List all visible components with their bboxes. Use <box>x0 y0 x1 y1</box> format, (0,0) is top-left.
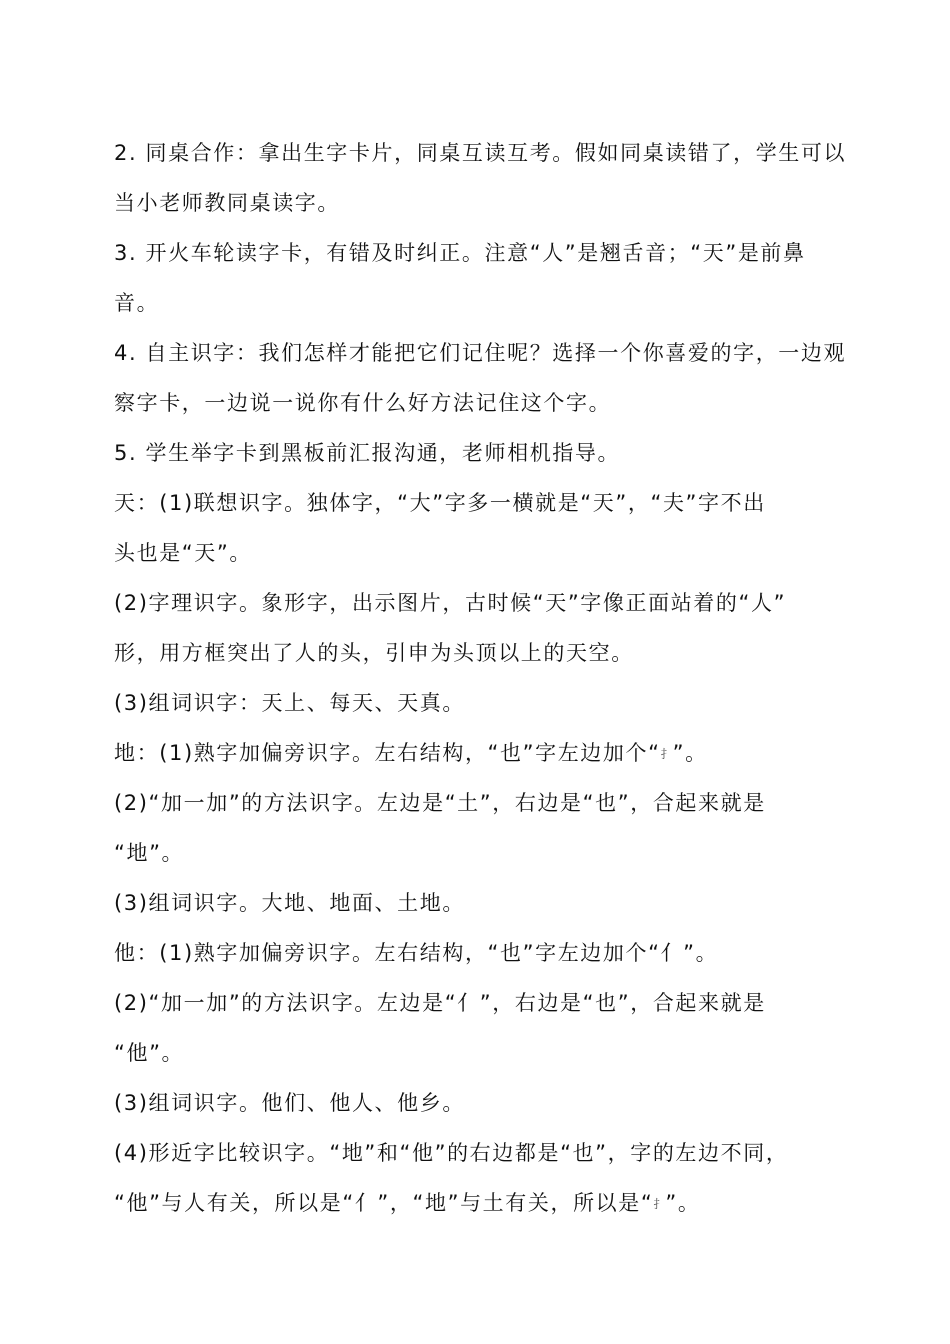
text-line: 2. 同桌合作：拿出生字卡片，同桌互读互考。假如同桌读错了，学生可以 <box>114 141 847 165</box>
text-line: (2)“加一加”的方法识字。左边是“亻”，右边是“也”，合起来就是 <box>114 991 766 1015</box>
document-body <box>114 128 847 1228</box>
text-line: 他：(1)熟字加偏旁识字。左右结构，“也”字左边加个“亻”。 <box>114 941 719 965</box>
text-segment: 地：(1)熟字加偏旁识字。左右结构，“也”字左边加个“ <box>114 741 661 765</box>
text-line: (2)字理识字。象形字，出示图片，古时候“天”字像正面站着的“人” <box>114 591 787 615</box>
text-line: “他”。 <box>114 1041 185 1065</box>
text-line: 音。 <box>114 291 160 315</box>
text-line: 天：(1)联想识字。独体字，“大”字多一横就是“天”，“夫”字不出 <box>114 491 766 515</box>
text-line: 察字卡，一边说一说你有什么好方法记住这个字。 <box>114 391 612 415</box>
text-line: 当小老师教同桌读字。 <box>114 191 340 215</box>
text-line-with-radical <box>114 728 840 778</box>
text-line: (4)形近字比较识字。“地”和“他”的右边都是“也”，字的左边不同， <box>114 1141 789 1165</box>
text-line: (3)组词识字：天上、每天、天真。 <box>114 691 465 715</box>
radical-glyph: 扌 <box>653 1197 666 1211</box>
text-line: (2)“加一加”的方法识字。左边是“土”，右边是“也”，合起来就是 <box>114 791 766 815</box>
text-line: 4. 自主识字：我们怎样才能把它们记住呢？选择一个你喜爱的字，一边观 <box>114 341 847 365</box>
radical-glyph: 扌 <box>660 747 673 761</box>
text-segment: ”。 <box>672 741 708 765</box>
text-segment: ”。 <box>665 1191 701 1215</box>
text-line: 形，用方框突出了人的头，引申为头顶以上的天空。 <box>114 641 634 665</box>
text-line: “地”。 <box>114 841 185 865</box>
text-line: (3)组词识字。大地、地面、土地。 <box>114 891 465 915</box>
text-line-with-radical <box>114 1178 840 1228</box>
text-segment: “他”与人有关，所以是“亻”，“地”与土有关，所以是“ <box>114 1191 654 1215</box>
text-line: 头也是“天”。 <box>114 541 252 565</box>
text-line: 3. 开火车轮读字卡，有错及时纠正。注意“人”是翘舌音；“天”是前鼻 <box>114 241 806 265</box>
text-line: 5. 学生举字卡到黑板前汇报沟通，老师相机指导。 <box>114 441 621 465</box>
text-line: (3)组词识字。他们、他人、他乡。 <box>114 1091 465 1115</box>
